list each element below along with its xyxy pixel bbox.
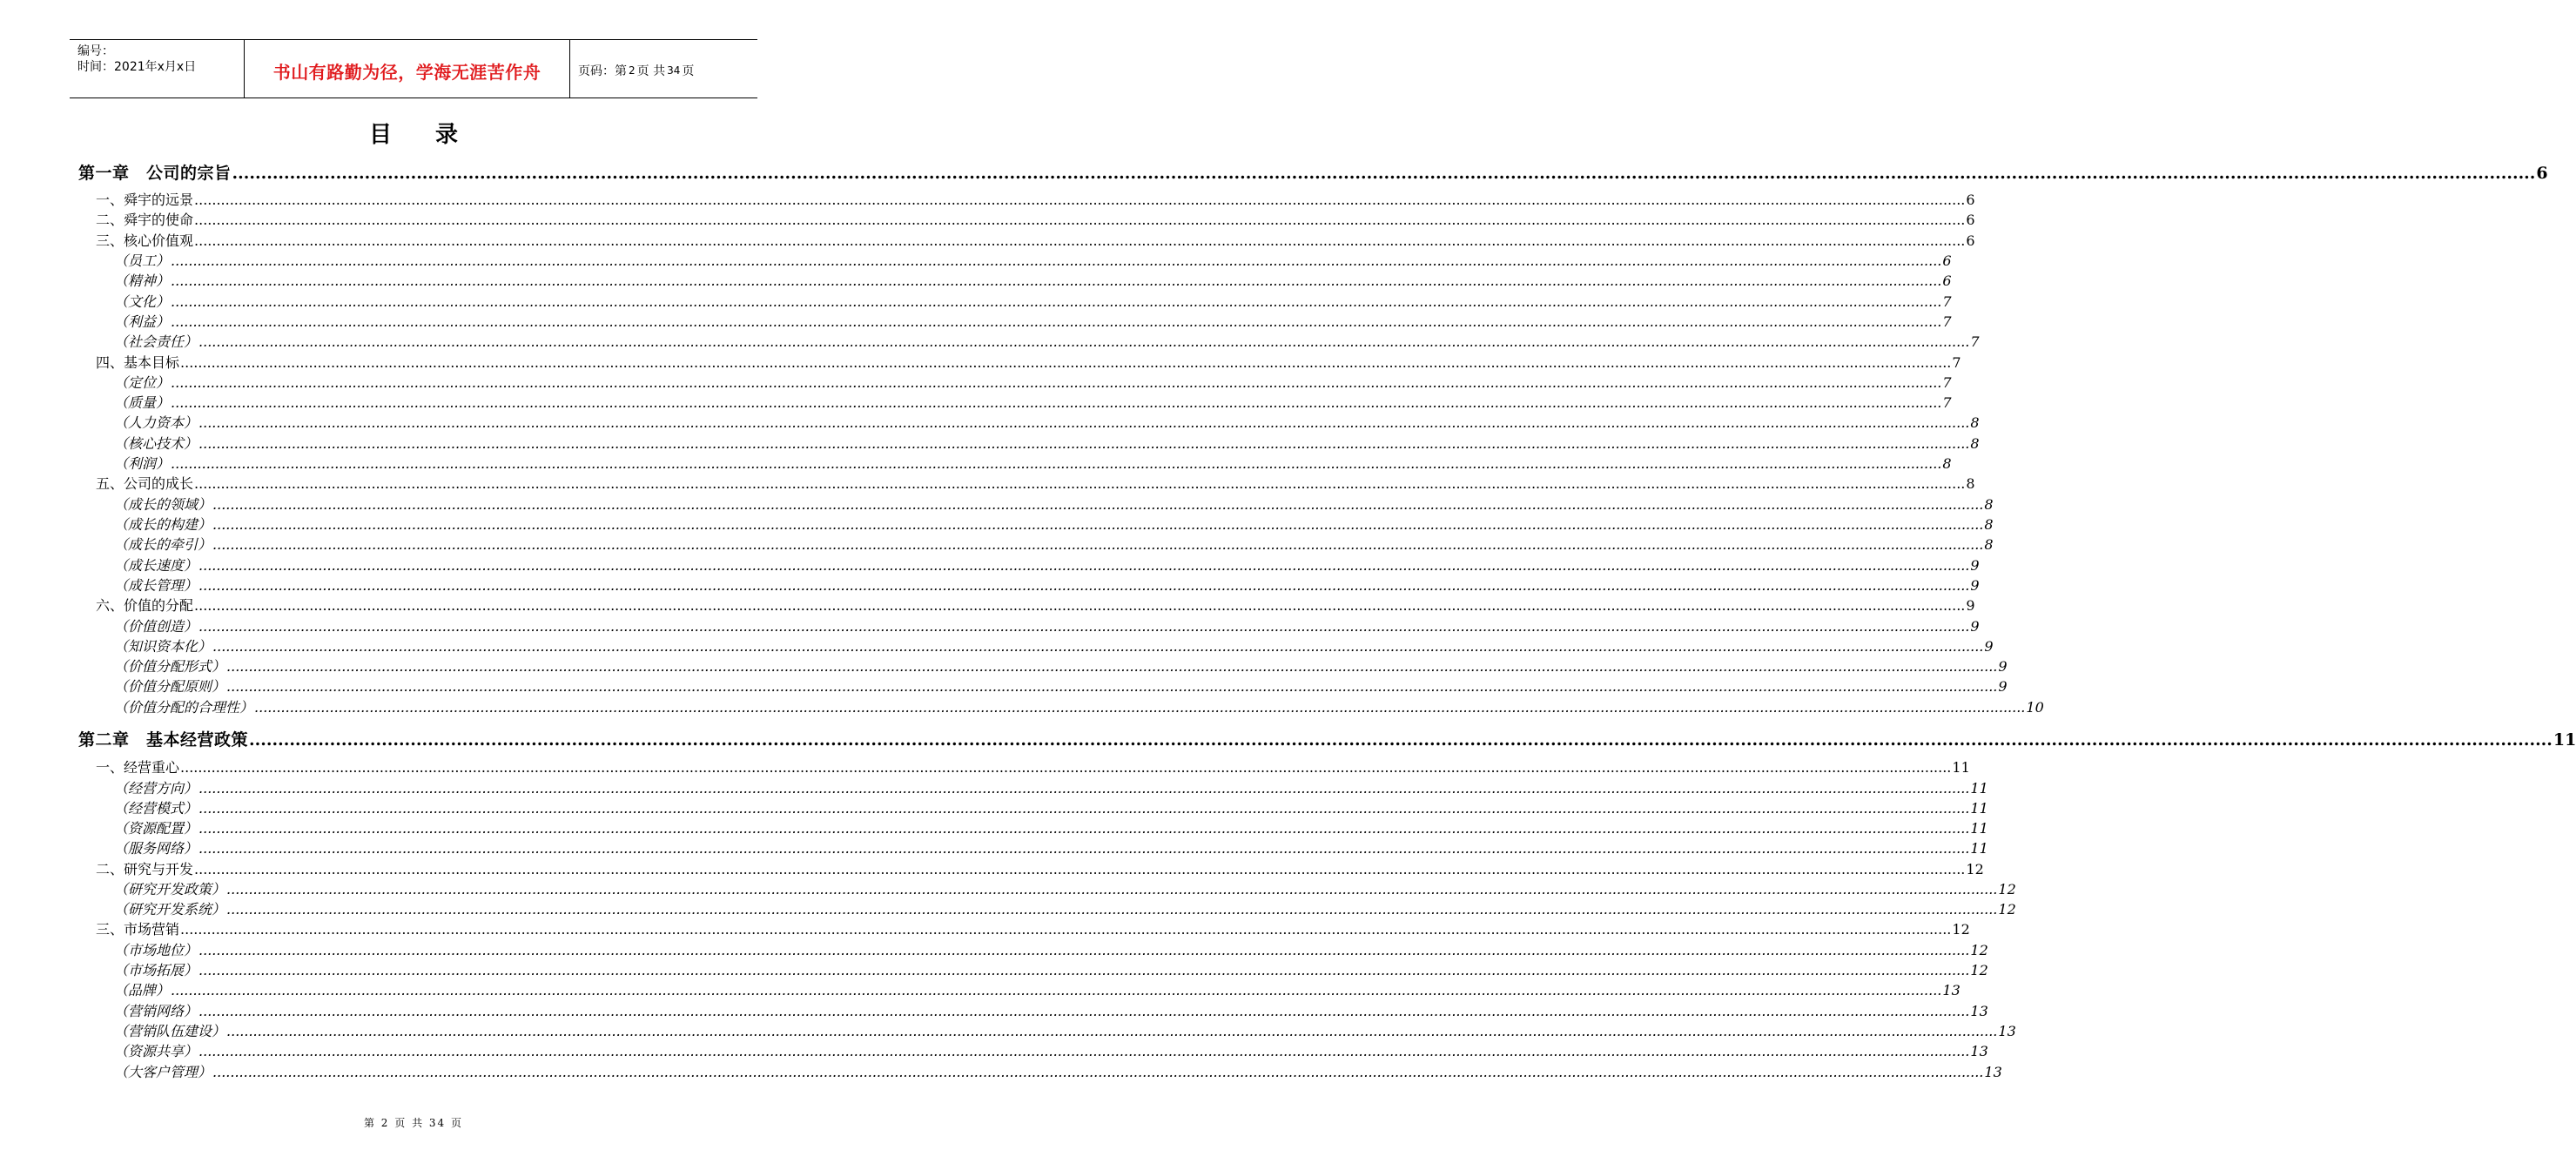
toc-section-entry[interactable] <box>96 189 1975 209</box>
toc-subsection-entry[interactable] <box>114 878 2016 898</box>
toc-subsection-entry[interactable] <box>114 1020 2016 1040</box>
serial-label: 编号： <box>77 44 114 58</box>
footer-suffix: 页 <box>451 1117 464 1129</box>
toc-entry-page: 9 <box>1970 557 1980 574</box>
toc-entry-title: （资源共享） <box>114 1043 198 1059</box>
toc-subsection-entry[interactable] <box>114 250 1952 270</box>
toc-section-entry[interactable] <box>96 918 1970 938</box>
toc-entry-page: 11 <box>1970 820 1988 837</box>
toc-leader-dots: ................................................................................................................................................................................................................................................................................................................................................................................................................ <box>198 414 1970 431</box>
toc-entry-page: 6 <box>1966 212 1975 228</box>
toc-entry-page: 7 <box>1942 293 1952 310</box>
toc-subsection-entry[interactable] <box>114 453 1952 473</box>
toc-leader-dots: ................................................................................................................................................................................................................................................................................................................................................................................................................ <box>194 861 1966 878</box>
toc-entry-page: 7 <box>1970 333 1980 350</box>
toc-entry-page: 7 <box>1942 394 1952 411</box>
toc-subsection-entry[interactable] <box>114 331 1980 351</box>
toc-subsection-entry[interactable] <box>114 898 2016 918</box>
toc-leader-dots: ................................................................................................................................................................................................................................................................................................................................................................................................................ <box>198 820 1970 837</box>
toc-entry-page: 9 <box>1998 658 2008 675</box>
toc-leader-dots: ................................................................................................................................................................................................................................................................................................................................................................................................................ <box>254 699 2026 716</box>
toc-leader-dots: ................................................................................................................................................................................................................................................................................................................................................................................................................ <box>198 435 1970 452</box>
toc-entry-title: （成长速度） <box>114 557 198 574</box>
toc-leader-dots: ................................................................................................................................................................................................................................................................................................................................................................................................................ <box>180 759 1952 776</box>
toc-leader-dots: ................................................................................................................................................................................................................................................................................................................................................................................................................ <box>180 921 1952 938</box>
toc-leader-dots: ................................................................................................................................................................................................................................................................................................................................................................................................................ <box>198 557 1970 574</box>
toc-leader-dots: ................................................................................................................................................................................................................................................................................................................................................................................................................ <box>194 232 1966 249</box>
toc-entry-title: （经营方向） <box>114 780 198 797</box>
toc-entry-page: 6 <box>1942 252 1952 269</box>
toc-entry-title: （成长的构建） <box>114 516 212 533</box>
toc-subsection-entry[interactable] <box>114 412 1980 432</box>
toc-entry-page: 12 <box>1952 921 1970 938</box>
toc-entry-page: 11 <box>1970 780 1988 797</box>
toc-entry-page: 8 <box>1970 414 1980 431</box>
toc-subsection-entry[interactable] <box>114 1061 2002 1081</box>
toc-subsection-entry[interactable] <box>114 433 1980 453</box>
toc-entry-title: 四、基本目标 <box>96 354 180 371</box>
toc-leader-dots: ................................................................................................................................................................................................................................................................................................................................................................................................................ <box>194 212 1966 228</box>
toc-entry-title: （成长的牵引） <box>114 536 212 553</box>
toc-leader-dots: ................................................................................................................................................................................................................................................................................................................................................................................................................ <box>212 516 1984 533</box>
toc-leader-dots: ................................................................................................................................................................................................................................................................................................................................................................................................................ <box>194 597 1966 614</box>
toc-leader-dots: ................................................................................................................................................................................................................................................................................................................................................................................................................ <box>171 982 1942 999</box>
toc-leader-dots: ................................................................................................................................................................................................................................................................................................................................................................................................................ <box>194 475 1966 492</box>
header-table <box>70 39 757 98</box>
toc-entry-page: 9 <box>1998 678 2008 695</box>
header-motto: 书山有路勤为径，学海无涯苦作舟 <box>245 40 570 98</box>
toc-entry-title: （品牌） <box>114 982 171 999</box>
toc-entry-page: 8 <box>1984 536 1994 553</box>
toc-entry-title: （利润） <box>114 455 171 472</box>
toc-leader-dots: ................................................................................................................................................................................................................................................................................................................................................................................................................ <box>232 164 2536 183</box>
toc-entry-title: （营销网络） <box>114 1003 198 1019</box>
toc-leader-dots: ................................................................................................................................................................................................................................................................................................................................................................................................................ <box>198 962 1970 978</box>
toc-leader-dots: ................................................................................................................................................................................................................................................................................................................................................................................................................ <box>171 293 1942 310</box>
footer-total: 34 <box>428 1117 447 1129</box>
toc-leader-dots: ................................................................................................................................................................................................................................................................................................................................................................................................................ <box>171 455 1942 472</box>
toc-leader-dots: ................................................................................................................................................................................................................................................................................................................................................................................................................ <box>198 1043 1970 1059</box>
toc-section-entry[interactable] <box>96 473 1975 493</box>
toc-entry-title: （员工） <box>114 252 171 269</box>
toc-entry-page: 7 <box>1952 354 1961 371</box>
toc-entry-title: （成长的领域） <box>114 496 212 513</box>
toc-entry-page: 13 <box>1942 982 1961 999</box>
toc-entry-page: 8 <box>1970 435 1980 452</box>
toc-subsection-entry[interactable] <box>114 837 1988 857</box>
footer-prefix: 第 <box>363 1117 376 1129</box>
toc-entry-title: 一、经营重心 <box>96 759 180 776</box>
toc-leader-dots: ................................................................................................................................................................................................................................................................................................................................................................................................................ <box>226 678 1998 695</box>
header-meta <box>70 40 245 98</box>
toc-subsection-entry[interactable] <box>114 575 1980 595</box>
toc-leader-dots: ................................................................................................................................................................................................................................................................................................................................................................................................................ <box>171 313 1942 330</box>
toc-entry-page: 13 <box>1970 1003 1988 1019</box>
toc-leader-dots: ................................................................................................................................................................................................................................................................................................................................................................................................................ <box>171 272 1942 289</box>
toc-entry-title: （价值分配原则） <box>114 678 226 695</box>
toc-subsection-entry[interactable] <box>114 534 1994 554</box>
toc-entry-page: 11 <box>1952 759 1970 776</box>
toc-entry-page: 8 <box>1966 475 1975 492</box>
toc-entry-title: （核心技术） <box>114 435 198 452</box>
toc-entry-title: （资源配置） <box>114 820 198 837</box>
toc-entry-page: 6 <box>1942 272 1952 289</box>
toc-entry-title: （大客户管理） <box>114 1064 212 1080</box>
toc-leader-dots: ................................................................................................................................................................................................................................................................................................................................................................................................................ <box>171 252 1942 269</box>
toc-entry-page: 8 <box>1984 496 1994 513</box>
toc-entry-page: 9 <box>1970 577 1980 594</box>
toc-entry-page: 12 <box>1966 861 1984 878</box>
toc-subsection-entry[interactable] <box>114 372 1952 392</box>
toc-leader-dots: ................................................................................................................................................................................................................................................................................................................................................................................................................ <box>212 536 1984 553</box>
toc-entry-page: 13 <box>1984 1064 2002 1080</box>
toc-leader-dots: ................................................................................................................................................................................................................................................................................................................................................................................................................ <box>198 800 1970 817</box>
toc-entry-title: （知识资本化） <box>114 638 212 655</box>
toc-leader-dots: ................................................................................................................................................................................................................................................................................................................................................................................................................ <box>198 1003 1970 1019</box>
toc-entry-page: 8 <box>1984 516 1994 533</box>
toc-subsection-entry[interactable] <box>114 817 1988 837</box>
toc-entry-page: 6 <box>2536 164 2548 183</box>
toc-entry-title: 二、研究与开发 <box>96 861 194 878</box>
toc-entry-page: 11 <box>2552 730 2576 750</box>
toc-entry-title: 第一章 公司的宗旨 <box>78 164 232 183</box>
toc-subsection-entry[interactable] <box>114 615 1980 635</box>
toc-leader-dots: ................................................................................................................................................................................................................................................................................................................................................................................................................ <box>198 780 1970 797</box>
toc-leader-dots: ................................................................................................................................................................................................................................................................................................................................................................................................................ <box>212 1064 1984 1080</box>
footer-page: 2 <box>380 1117 390 1129</box>
toc-leader-dots: ................................................................................................................................................................................................................................................................................................................................................................................................................ <box>226 901 1998 918</box>
toc-leader-dots: ................................................................................................................................................................................................................................................................................................................................................................................................................ <box>198 577 1970 594</box>
toc-entry-title: （服务网络） <box>114 840 198 857</box>
toc-subsection-entry[interactable] <box>114 676 2008 696</box>
toc-entry-title: （研究开发系统） <box>114 901 226 918</box>
toc-leader-dots: ................................................................................................................................................................................................................................................................................................................................................................................................................ <box>226 1023 1998 1039</box>
toc-subsection-entry[interactable] <box>114 494 1994 514</box>
toc-entry-page: 10 <box>2026 699 2044 716</box>
toc-entry-title: 三、核心价值观 <box>96 232 194 249</box>
toc-entry-page: 12 <box>1998 881 2016 898</box>
toc-entry-page: 12 <box>1970 942 1988 958</box>
toc-leader-dots: ................................................................................................................................................................................................................................................................................................................................................................................................................ <box>198 333 1970 350</box>
toc-section-entry[interactable] <box>96 858 1984 878</box>
toc-entry-title: （成长管理） <box>114 577 198 594</box>
toc-entry-page: 13 <box>1998 1023 2016 1039</box>
toc-entry-page: 12 <box>1998 901 2016 918</box>
toc-leader-dots: ................................................................................................................................................................................................................................................................................................................................................................................................................ <box>194 192 1966 208</box>
toc-entry-page: 12 <box>1970 962 1988 978</box>
header-page-info <box>570 40 757 98</box>
toc-entry-title: （社会责任） <box>114 333 198 350</box>
toc-subsection-entry[interactable] <box>114 270 1952 290</box>
toc-subsection-entry[interactable] <box>114 939 1988 959</box>
toc-entry-title: 一、舜宇的远景 <box>96 192 194 208</box>
toc-entry-title: （经营模式） <box>114 800 198 817</box>
toc-entry-page: 6 <box>1966 192 1975 208</box>
toc-subsection-entry[interactable] <box>114 392 1952 412</box>
toc-entry-page: 8 <box>1942 455 1952 472</box>
toc-entry-page: 9 <box>1970 618 1980 635</box>
toc-entry-title: （利益） <box>114 313 171 330</box>
page-total: 34 <box>667 64 681 77</box>
toc-section-entry[interactable] <box>96 209 1975 229</box>
toc-entry-page: 7 <box>1942 313 1952 330</box>
toc-entry-page: 9 <box>1984 638 1994 655</box>
toc-entry-page: 11 <box>1970 800 1988 817</box>
toc-entry-title: （定位） <box>114 374 171 391</box>
toc-subsection-entry[interactable] <box>114 1000 1988 1020</box>
page-footer <box>0 1115 827 1130</box>
toc-entry-title: （精神） <box>114 272 171 289</box>
toc-subsection-entry[interactable] <box>114 555 1980 575</box>
toc-leader-dots: ................................................................................................................................................................................................................................................................................................................................................................................................................ <box>212 638 1984 655</box>
toc-chapter-entry[interactable] <box>78 727 2576 750</box>
toc-entry-title: （文化） <box>114 293 171 310</box>
toc-entry-title: 二、舜宇的使命 <box>96 212 194 228</box>
toc-entry-title: （市场拓展） <box>114 962 198 978</box>
toc-leader-dots: ................................................................................................................................................................................................................................................................................................................................................................................................................ <box>198 942 1970 958</box>
page-mid-label: 页 共 <box>636 64 666 78</box>
toc-entry-title: （研究开发政策） <box>114 881 226 898</box>
toc-section-entry[interactable] <box>96 756 1970 777</box>
toc-entry-title: （价值创造） <box>114 618 198 635</box>
toc-section-entry[interactable] <box>96 230 1975 250</box>
toc-entry-page: 9 <box>1966 597 1975 614</box>
toc-subsection-entry[interactable] <box>114 311 1952 331</box>
toc-leader-dots: ................................................................................................................................................................................................................................................................................................................................................................................................................ <box>226 658 1998 675</box>
toc-subsection-entry[interactable] <box>114 959 1988 979</box>
toc-entry-title: （价值分配形式） <box>114 658 226 675</box>
toc-leader-dots: ................................................................................................................................................................................................................................................................................................................................................................................................................ <box>171 374 1942 391</box>
page-label: 页码：第 <box>578 64 627 78</box>
toc-subsection-entry[interactable] <box>114 979 1961 999</box>
toc-subsection-entry[interactable] <box>114 291 1952 311</box>
toc-title: 目录 <box>368 122 501 148</box>
toc-leader-dots: ................................................................................................................................................................................................................................................................................................................................................................................................................ <box>198 840 1970 857</box>
toc-entry-page: 7 <box>1942 374 1952 391</box>
footer-mid: 页 共 <box>394 1117 425 1129</box>
toc-entry-title: （价值分配的合理性） <box>114 699 254 716</box>
toc-entry-page: 6 <box>1966 232 1975 249</box>
toc-leader-dots: ................................................................................................................................................................................................................................................................................................................................................................................................................ <box>171 394 1942 411</box>
toc-entry-title: 第二章 基本经营政策 <box>78 730 249 750</box>
toc-section-entry[interactable] <box>96 595 1975 615</box>
date-label: 时间：2021年x月x日 <box>77 60 197 74</box>
page-number: 2 <box>629 64 636 77</box>
toc-subsection-entry[interactable] <box>114 514 1994 534</box>
toc-entry-title: （市场地位） <box>114 942 198 958</box>
toc-entry-page: 11 <box>1970 840 1988 857</box>
toc-leader-dots: ................................................................................................................................................................................................................................................................................................................................................................................................................ <box>198 618 1970 635</box>
toc-subsection-entry[interactable] <box>114 777 1988 797</box>
toc-entry-page: 13 <box>1970 1043 1988 1059</box>
toc-section-entry[interactable] <box>96 352 1961 372</box>
toc-subsection-entry[interactable] <box>114 656 2008 676</box>
toc-entry-title: （质量） <box>114 394 171 411</box>
toc-entry-title: （人力资本） <box>114 414 198 431</box>
toc-leader-dots: ................................................................................................................................................................................................................................................................................................................................................................................................................ <box>212 496 1984 513</box>
toc-leader-dots: ................................................................................................................................................................................................................................................................................................................................................................................................................ <box>226 881 1998 898</box>
toc-chapter-entry[interactable] <box>78 160 2548 184</box>
toc-leader-dots: ................................................................................................................................................................................................................................................................................................................................................................................................................ <box>180 354 1952 371</box>
toc-entry-title: 六、价值的分配 <box>96 597 194 614</box>
toc-subsection-entry[interactable] <box>114 1040 1988 1060</box>
page-end-label: 页 <box>682 64 695 78</box>
toc-subsection-entry[interactable] <box>114 696 2044 716</box>
toc-entry-title: （营销队伍建设） <box>114 1023 226 1039</box>
toc-subsection-entry[interactable] <box>114 635 1994 656</box>
toc-leader-dots: ................................................................................................................................................................................................................................................................................................................................................................................................................ <box>249 730 2552 750</box>
toc-entry-title: 三、市场营销 <box>96 921 180 938</box>
toc-entry-title: 五、公司的成长 <box>96 475 194 492</box>
toc-subsection-entry[interactable] <box>114 797 1988 817</box>
